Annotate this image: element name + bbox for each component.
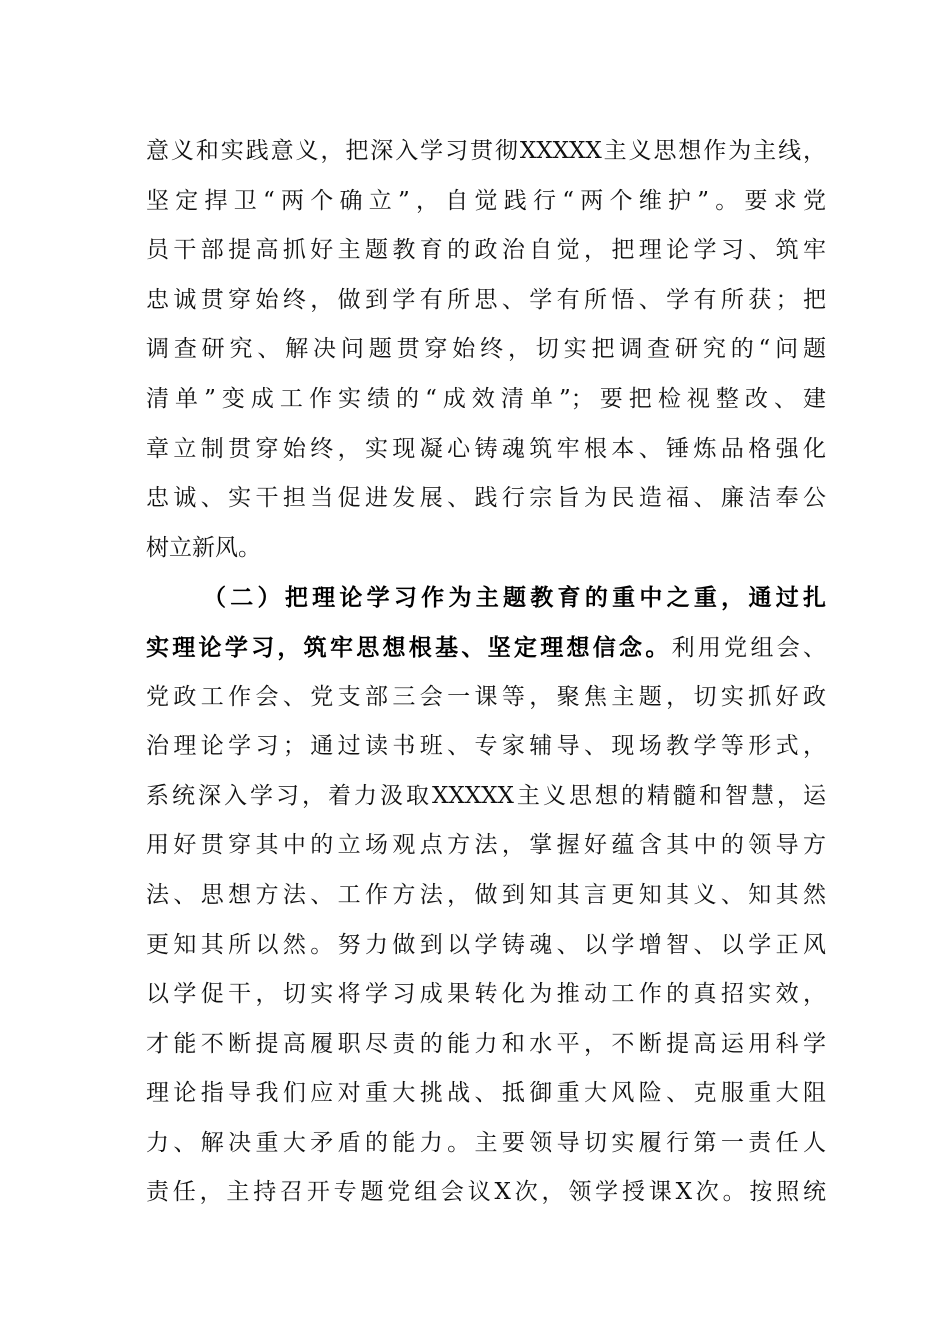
paragraph-line: 法、思想方法、工作方法，做到知其言更知其义、知其然 <box>146 881 826 908</box>
paragraph-line: 治理论学习；通过读书班、专家辅导、现场教学等形式， <box>146 733 826 760</box>
paragraph-line: 坚定捍卫“两个确立”，自觉践行“两个维护”。要求党 <box>146 187 826 214</box>
paragraph-line: 理论指导我们应对重大挑战、抵御重大风险、克服重大阻 <box>146 1080 826 1107</box>
paragraph-line: 章立制贯穿始终，实现凝心铸魂筑牢根本、锤炼品格强化 <box>146 435 826 462</box>
paragraph-line: 忠诚贯穿始终，做到学有所思、学有所悟、学有所获；把 <box>146 286 826 313</box>
paragraph-line: 力、解决重大矛盾的能力。主要领导切实履行第一责任人 <box>146 1129 826 1156</box>
paragraph-line: 党政工作会、党支部三会一课等，聚焦主题，切实抓好政 <box>146 683 826 710</box>
paragraph-line: 责任，主持召开专题党组会议X次，领学授课X次。按照统 <box>146 1179 826 1206</box>
paragraph-line: 以学促干，切实将学习成果转化为推动工作的真招实效， <box>146 981 826 1008</box>
body-text <box>146 127 826 1218</box>
section-heading: （二）把理论学习作为主题教育的重中之重，通过扎 <box>203 584 826 612</box>
section-heading-continued <box>146 623 826 673</box>
paragraph-line: 才能不断提高履职尽责的能力和水平，不断提高运用科学 <box>146 1030 826 1057</box>
paragraph-line: 更知其所以然。努力做到以学铸魂、以学增智、以学正风 <box>146 931 826 958</box>
paragraph-line: 用好贯穿其中的立场观点方法，掌握好蕴含其中的领导方 <box>146 832 826 859</box>
paragraph-line: 调查研究、解决问题贯穿始终，切实把调查研究的“问题 <box>146 336 826 363</box>
paragraph-line: 系统深入学习，着力汲取XXXXX主义思想的精髓和智慧，运 <box>146 782 826 809</box>
paragraph-line: 意义和实践意义，把深入学习贯彻XXXXX主义思想作为主线， <box>146 138 826 164</box>
paragraph-line: 员干部提高抓好主题教育的政治自觉，把理论学习、筑牢 <box>146 237 826 264</box>
paragraph-last-line: 树立新风。 <box>146 534 261 561</box>
paragraph-line: 清单”变成工作实绩的“成效清单”；要把检视整改、建 <box>146 385 826 412</box>
section-body-start: 利用党组会、 <box>671 634 827 661</box>
paragraph-line: 忠诚、实干担当促进发展、践行宗旨为民造福、廉洁奉公 <box>146 485 826 512</box>
section-heading-bold: 实理论学习，筑牢思想根基、坚定理想信念。 <box>146 633 672 661</box>
